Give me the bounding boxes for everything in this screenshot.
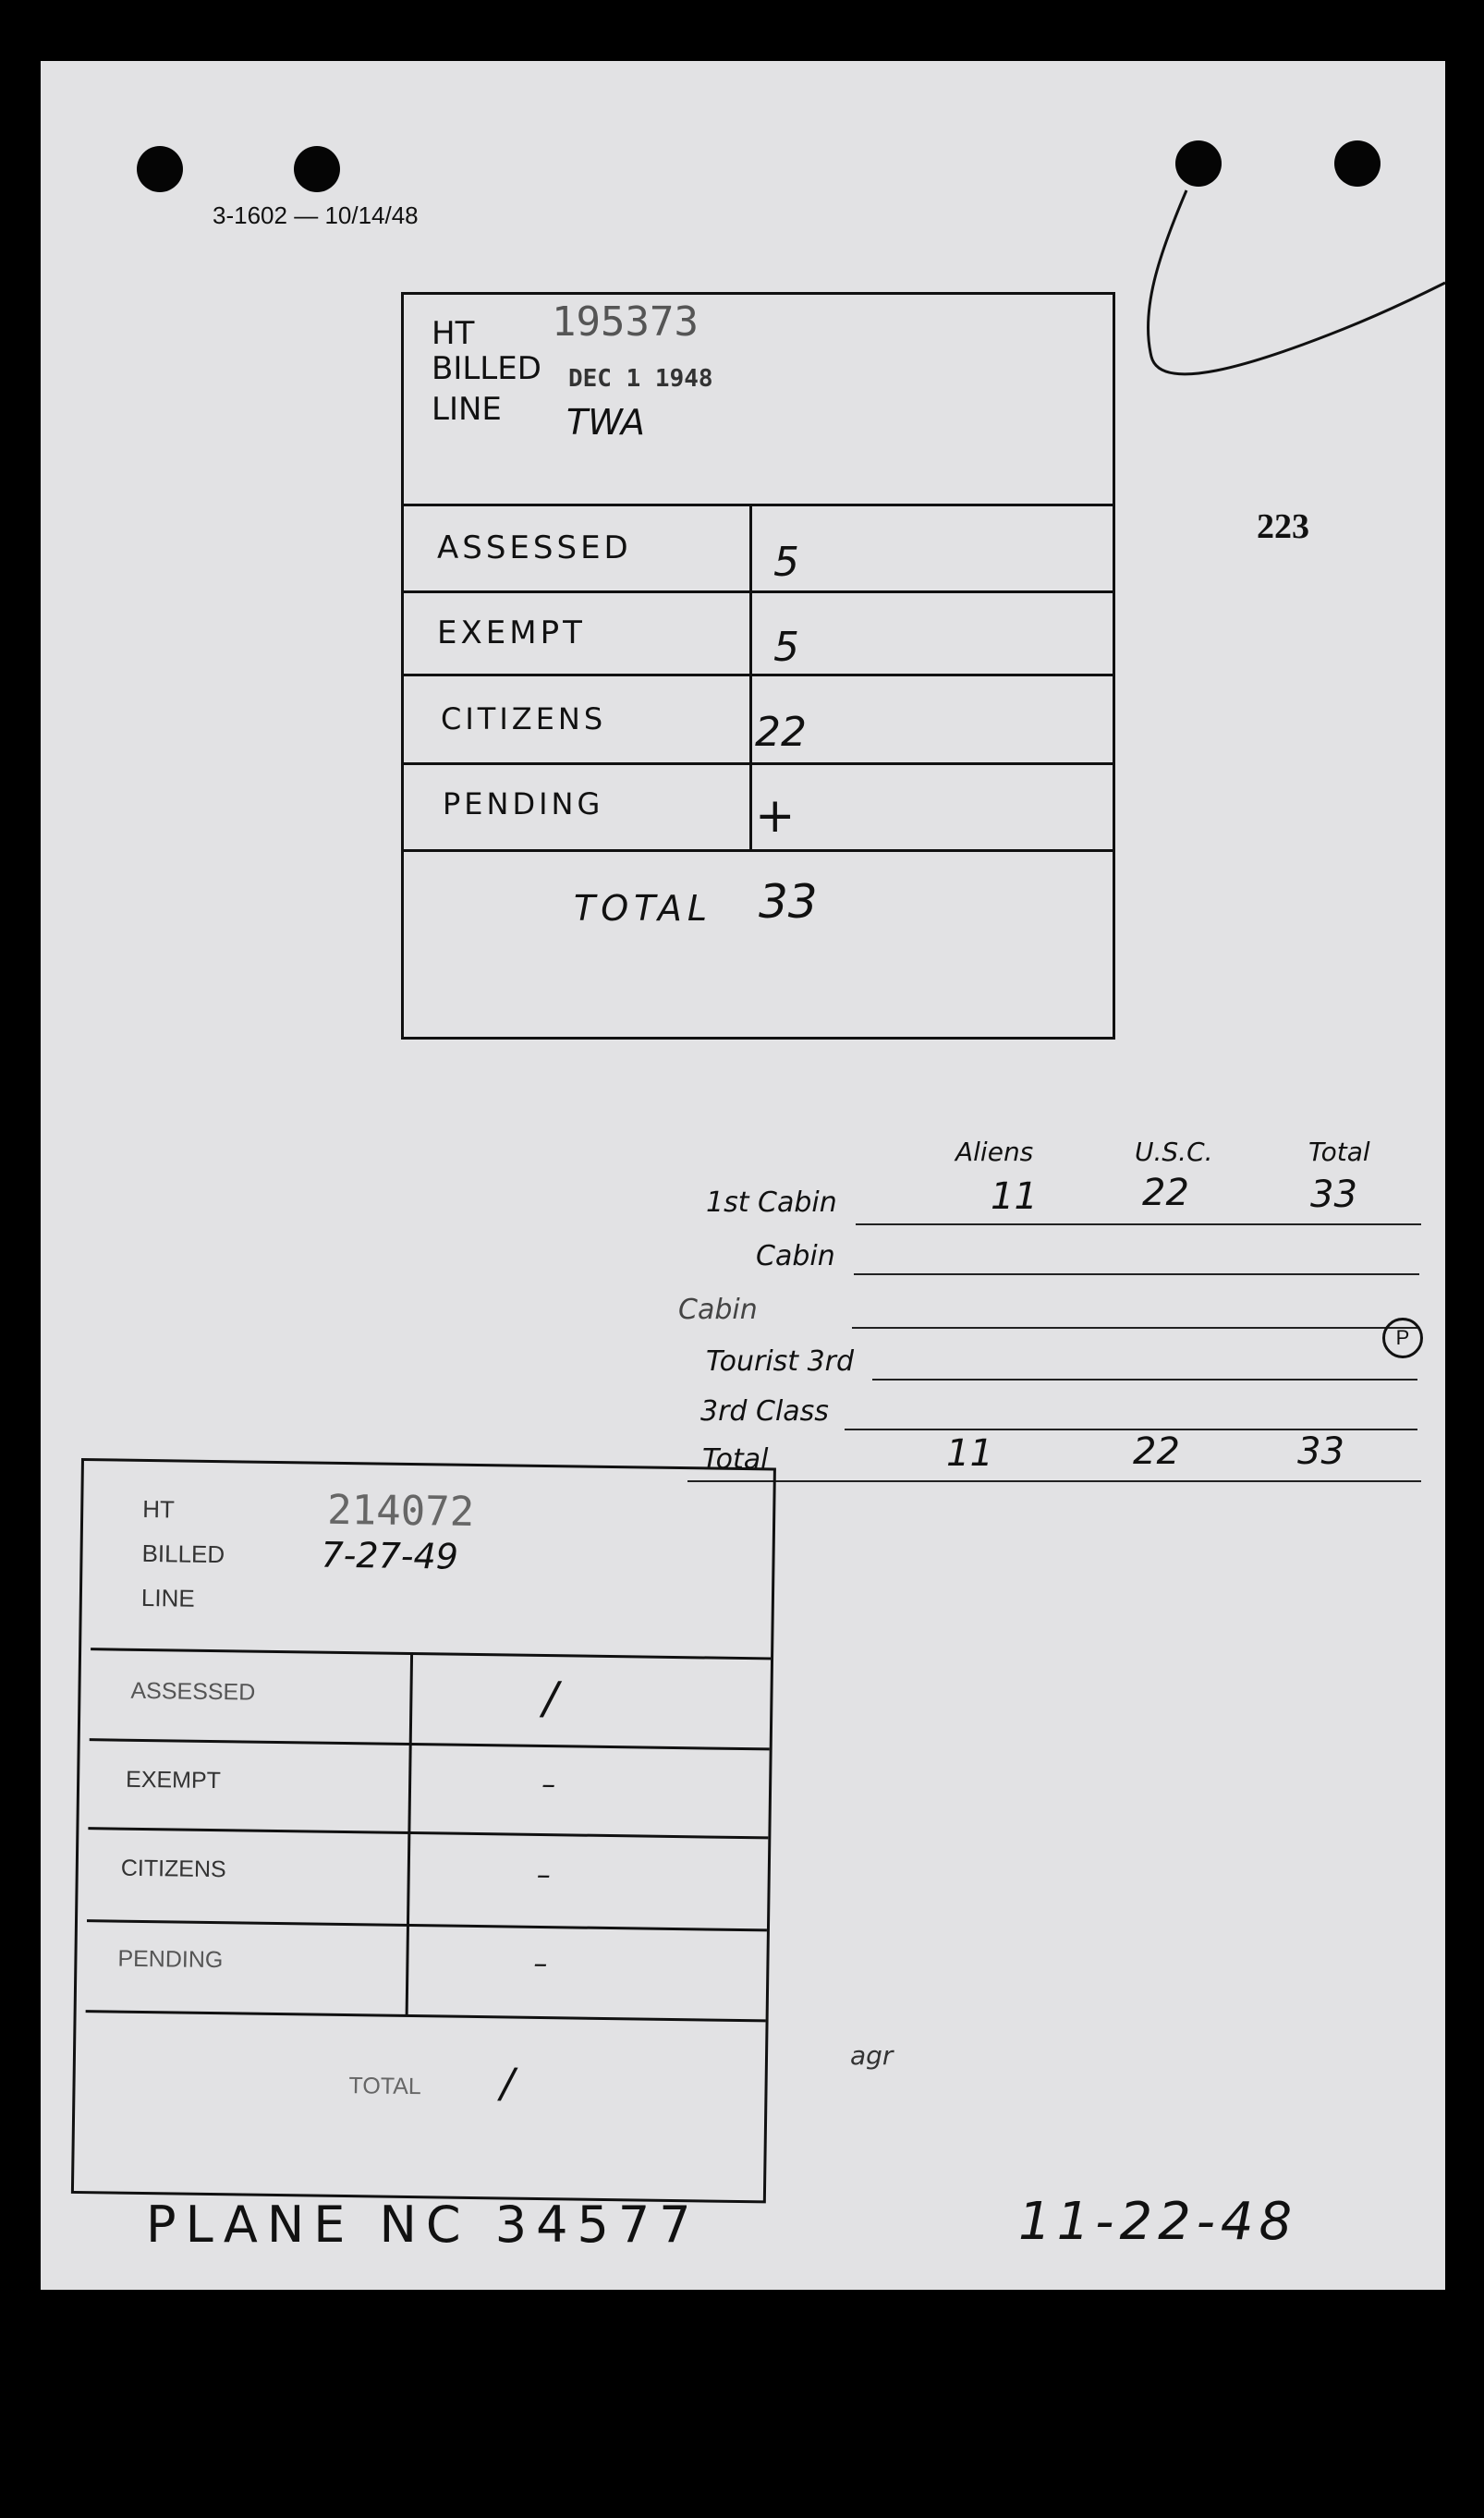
page-number: 223	[1257, 507, 1309, 546]
pen-stroke-icon	[1103, 172, 1454, 468]
ht-label: HT	[142, 1494, 176, 1524]
billed-date: 7-27-49	[321, 1534, 459, 1577]
ht-number: 214072	[326, 1486, 475, 1536]
col-header-aliens: Aliens	[955, 1137, 1034, 1167]
line-label: LINE	[432, 391, 502, 428]
punch-hole	[137, 146, 183, 192]
row-divider	[87, 1919, 767, 1931]
circle-mark	[1382, 1318, 1423, 1358]
row-divider	[404, 674, 1113, 676]
row-divider	[88, 1827, 768, 1839]
row-divider	[404, 504, 1113, 506]
row-label-pending: PENDING	[117, 1945, 224, 1974]
class-row-label: Tourist 3rd	[706, 1345, 855, 1378]
column-divider	[749, 504, 752, 849]
class-total-usc: 22	[1133, 1430, 1180, 1473]
total-value: 33	[759, 875, 818, 929]
class-row-label: 1st Cabin	[706, 1186, 837, 1219]
row-label-assessed: ASSESSED	[130, 1677, 256, 1706]
dash-separator: —	[294, 201, 325, 229]
class-row-line	[854, 1273, 1419, 1275]
billed-label: BILLED	[141, 1539, 225, 1569]
row-label-citizens: CITIZENS	[120, 1855, 226, 1883]
row-label-assessed: ASSESSED	[437, 529, 632, 566]
row-divider	[86, 2010, 766, 2022]
class-total-total: 33	[1297, 1430, 1344, 1473]
file-ref-number: 3-1602	[213, 201, 287, 229]
class-total-aliens: 11	[946, 1432, 993, 1475]
class-total-line	[687, 1480, 1421, 1482]
row-value-exempt: –	[541, 1768, 556, 1802]
class-row-total: 33	[1310, 1174, 1357, 1216]
footer-date: 11-22-48	[1018, 2192, 1298, 2252]
file-ref-date: 10/14/48	[324, 201, 419, 229]
class-row-aliens: 11	[991, 1175, 1038, 1218]
row-value-assessed: 5	[773, 539, 799, 586]
total-value: /	[500, 2060, 515, 2108]
class-row-line	[852, 1327, 1417, 1329]
punch-hole	[294, 146, 340, 192]
class-row-line	[872, 1379, 1417, 1381]
row-value-citizens: –	[536, 1858, 551, 1892]
row-label-exempt: EXEMPT	[125, 1766, 222, 1794]
class-row-line	[856, 1223, 1421, 1225]
file-reference	[213, 201, 419, 230]
row-divider	[91, 1648, 771, 1660]
class-row-label: Cabin	[678, 1294, 758, 1326]
total-label: TOTAL	[348, 2073, 421, 2100]
row-label-pending: PENDING	[443, 786, 604, 821]
row-value-pending: +	[755, 788, 796, 844]
ht-number: 195373	[552, 298, 699, 346]
ht-label: HT	[432, 315, 475, 352]
initials: agr	[850, 2040, 894, 2071]
col-header-total: Total	[1308, 1137, 1370, 1167]
row-label-exempt: EXEMPT	[437, 614, 586, 651]
billed-date-stamp: DEC 1 1948	[568, 365, 713, 393]
class-row-label: 3rd Class	[700, 1395, 829, 1428]
row-divider	[404, 762, 1113, 765]
line-label: LINE	[140, 1583, 195, 1612]
row-value-pending: –	[533, 1947, 548, 1981]
tally-card-2	[71, 1458, 776, 2203]
line-value: TWA	[566, 402, 645, 443]
billed-label: BILLED	[432, 350, 541, 387]
row-value-citizens: 22	[755, 709, 807, 756]
class-row-label: Cabin	[756, 1240, 835, 1272]
row-label-citizens: CITIZENS	[441, 701, 607, 736]
document-page	[41, 61, 1445, 2290]
row-divider	[404, 590, 1113, 593]
col-header-usc: U.S.C.	[1135, 1137, 1213, 1167]
circle-mark-letter: P	[1395, 1326, 1410, 1349]
total-label: TOTAL	[574, 888, 713, 929]
plane-registration: PLANE NC 34577	[146, 2196, 700, 2254]
class-row-usc: 22	[1142, 1172, 1189, 1214]
tally-card-1	[401, 292, 1115, 1040]
row-value-assessed: /	[542, 1673, 558, 1725]
row-value-exempt: 5	[773, 624, 799, 671]
class-total-label: Total	[702, 1443, 769, 1476]
row-divider	[404, 849, 1113, 852]
row-divider	[90, 1738, 770, 1750]
